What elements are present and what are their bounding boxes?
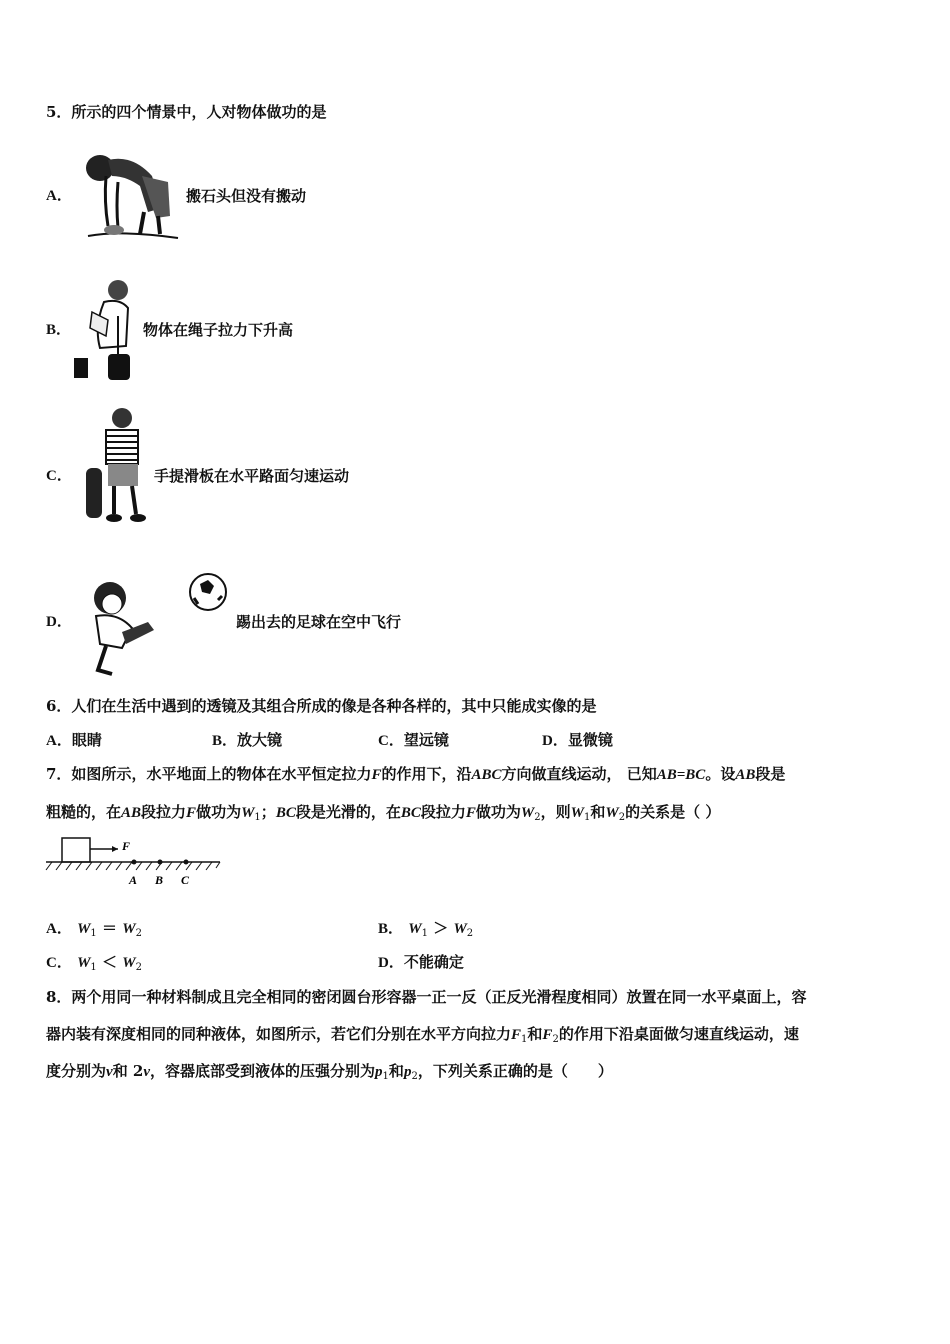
q8-line1: 8．两个用同一种材料制成且完全相同的密闭圆台形容器一正一反（正反光滑程度相同）放置在同一水平桌面上，容	[46, 988, 807, 1006]
q7-line1: 7．如图所示，水平地面上的物体在水平恒定拉力F的作用下，沿ABC方向做直线运动， 已知AB=BC。设AB段是	[46, 765, 786, 783]
q7-point-c-label: C	[181, 873, 190, 887]
man-pulling-rope-illustration	[70, 276, 140, 382]
q7-option-a: A． $W_1 = W_2$	[46, 919, 142, 939]
q7-force-label: F	[122, 839, 131, 853]
q6-stem: 6．人们在生活中遇到的透镜及其组合所成的像是各种各样的，其中只能成实像的是	[46, 697, 597, 715]
q5-option-a-text: 搬石头但没有搬动	[186, 187, 307, 205]
q6-option-c-label: C．	[378, 733, 404, 749]
q5-option-d-text: 踢出去的足球在空中飞行	[236, 613, 402, 631]
q6-option-b-label: B．	[212, 733, 238, 749]
q5-option-d-label: D．	[46, 614, 72, 630]
q6-option-b-text: 放大镜	[237, 731, 283, 749]
q7-point-a-label: A	[129, 873, 138, 887]
q6-option-d-label: D．	[542, 733, 568, 749]
q7-point-b-dot	[158, 860, 163, 865]
q5-stem: 5．所示的四个情景中，人对物体做功的是	[46, 103, 327, 121]
q7-force-diagram	[44, 834, 224, 890]
q7-point-a-dot	[132, 860, 137, 865]
q7-option-b: B． $W_1 > W_2$	[378, 919, 474, 939]
worker-lifting-stone-illustration	[82, 146, 182, 242]
q7-point-c-dot	[184, 860, 189, 865]
boy-kicking-ball-illustration	[82, 570, 232, 678]
q5-option-c-label: C．	[46, 468, 72, 484]
q6-option-b	[212, 730, 282, 751]
q5-option-b-text: 物体在绳子拉力下升高	[143, 321, 294, 339]
q7-option-d: D．不能确定	[378, 953, 464, 971]
boy-carrying-skateboard-illustration	[84, 406, 150, 528]
q6-option-d-text: 显微镜	[567, 731, 613, 749]
q8-line2: 器内装有深度相同的同种液体，如图所示，若它们分别在水平方向拉力$F_1$和$F_2$的作用下沿桌面做匀速直线运动，速	[46, 1025, 799, 1045]
q6-option-a-text: 眼睛	[71, 731, 102, 749]
q5-option-b-label: B．	[46, 322, 72, 338]
q6-option-a-label: A．	[46, 733, 72, 749]
q6-option-d	[542, 730, 613, 751]
q5-option-a-label: A．	[46, 188, 72, 204]
q6-option-c	[378, 730, 449, 751]
q7-block	[62, 838, 90, 862]
q8-line3: 度分别为v和 2v，容器底部受到液体的压强分别为$p_1$和$p_2$，下列关系正确的是（ ）	[46, 1062, 613, 1082]
q7-point-b-label: B	[155, 873, 164, 887]
q5-option-c-text: 手提滑板在水平路面匀速运动	[154, 467, 350, 485]
q6-option-a	[46, 730, 102, 751]
q6-option-c-text: 望远镜	[403, 731, 449, 749]
q7-line2: 粗糙的，在AB段拉力F做功为$W_1$；BC段是光滑的，在BC段拉力F做功为$W_2$，则$W_1$和$W_2$的关系是（ ）	[46, 803, 721, 823]
q7-option-c: C． $W_1 < W_2$	[46, 953, 142, 973]
